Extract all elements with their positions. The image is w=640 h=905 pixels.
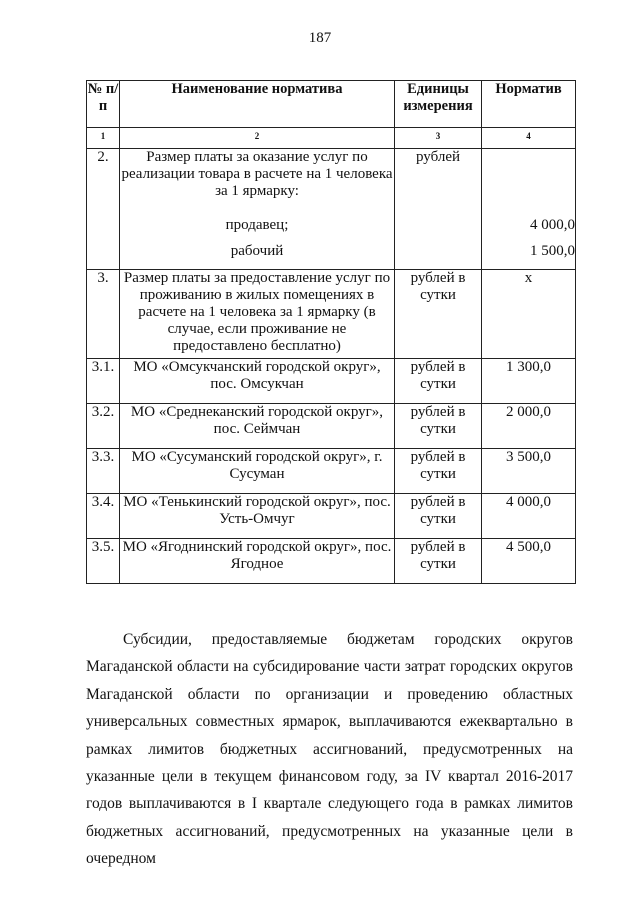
column-index: 4	[482, 128, 576, 149]
table-row	[87, 404, 576, 449]
row-number: 3.4.	[87, 494, 120, 539]
column-index: 1	[87, 128, 120, 149]
subrow-label: рабочий	[120, 243, 395, 270]
row-unit: рублей в сутки	[395, 359, 482, 404]
table-subrow	[87, 243, 576, 270]
row-name: МО «Тенькинский городской округ», пос. Усть-Омчуг	[120, 494, 395, 539]
subrow-value: 4 000,0	[482, 217, 576, 243]
body-paragraph: Субсидии, предоставляемые бюджетам городских округов Магаданской области на субсидирование части затрат городских округов Магаданской области по организации и проведению областных универсальных совместных ярмарок, выплачиваются ежеквартально в рамках лимитов бюджетных ассигнований, предусмотренных на указанные цели в текущем финансовом году, за IV квартал 2016-2017 годов выплачиваются в I квартале следующего года в рамках лимитов бюджетных ассигнований, предусмотренных на указанные цели в очередном	[86, 631, 573, 868]
header-value: Норматив	[482, 81, 576, 128]
row-unit: рублей в сутки	[395, 270, 482, 359]
column-index: 3	[395, 128, 482, 149]
header-name: Наименование норматива	[120, 81, 395, 128]
row-unit: рублей	[395, 149, 482, 270]
row-name: Размер платы за оказание услуг по реализации товара в расчете на 1 человека за 1 ярмарку:	[120, 149, 395, 218]
row-name: МО «Ягоднинский городской округ», пос. Ягодное	[120, 539, 395, 584]
column-index: 2	[120, 128, 395, 149]
table-row	[87, 270, 576, 359]
row-name: МО «Омсукчанский городской округ», пос. Омсукчан	[120, 359, 395, 404]
row-unit: рублей в сутки	[395, 494, 482, 539]
row-name: МО «Среднеканский городской округ», пос. Сеймчан	[120, 404, 395, 449]
table-row	[87, 359, 576, 404]
row-number: 3.	[87, 270, 120, 359]
row-unit: рублей в сутки	[395, 539, 482, 584]
row-value: 2 000,0	[482, 404, 576, 449]
page-number: 187	[308, 30, 332, 46]
header-num: № п/п	[87, 81, 120, 128]
row-name: МО «Сусуманский городской округ», г. Сусуман	[120, 449, 395, 494]
header-unit: Единицы измерения	[395, 81, 482, 128]
row-value: 4 000,0	[482, 494, 576, 539]
norms-table	[86, 80, 576, 584]
table-header-row	[87, 81, 576, 128]
table-row	[87, 149, 576, 218]
row-number: 3.5.	[87, 539, 120, 584]
row-unit: рублей в сутки	[395, 449, 482, 494]
row-value: 3 500,0	[482, 449, 576, 494]
subrow-label: продавец;	[120, 217, 395, 243]
table-row	[87, 539, 576, 584]
table-row	[87, 449, 576, 494]
row-number: 3.3.	[87, 449, 120, 494]
row-unit: рублей в сутки	[395, 404, 482, 449]
row-number: 3.1.	[87, 359, 120, 404]
row-number: 2.	[87, 149, 120, 270]
row-name: Размер платы за предоставление услуг по проживанию в жилых помещениях в расчете на 1 человека за 1 ярмарку (в случае, если проживание не предоставлено бесплатно)	[120, 270, 395, 359]
row-value: 1 300,0	[482, 359, 576, 404]
row-number: 3.2.	[87, 404, 120, 449]
subrow-value: 1 500,0	[482, 243, 576, 270]
table-subrow	[87, 217, 576, 243]
table-row	[87, 494, 576, 539]
column-index-row	[87, 128, 576, 149]
row-value: 4 500,0	[482, 539, 576, 584]
row-value: х	[482, 270, 576, 359]
